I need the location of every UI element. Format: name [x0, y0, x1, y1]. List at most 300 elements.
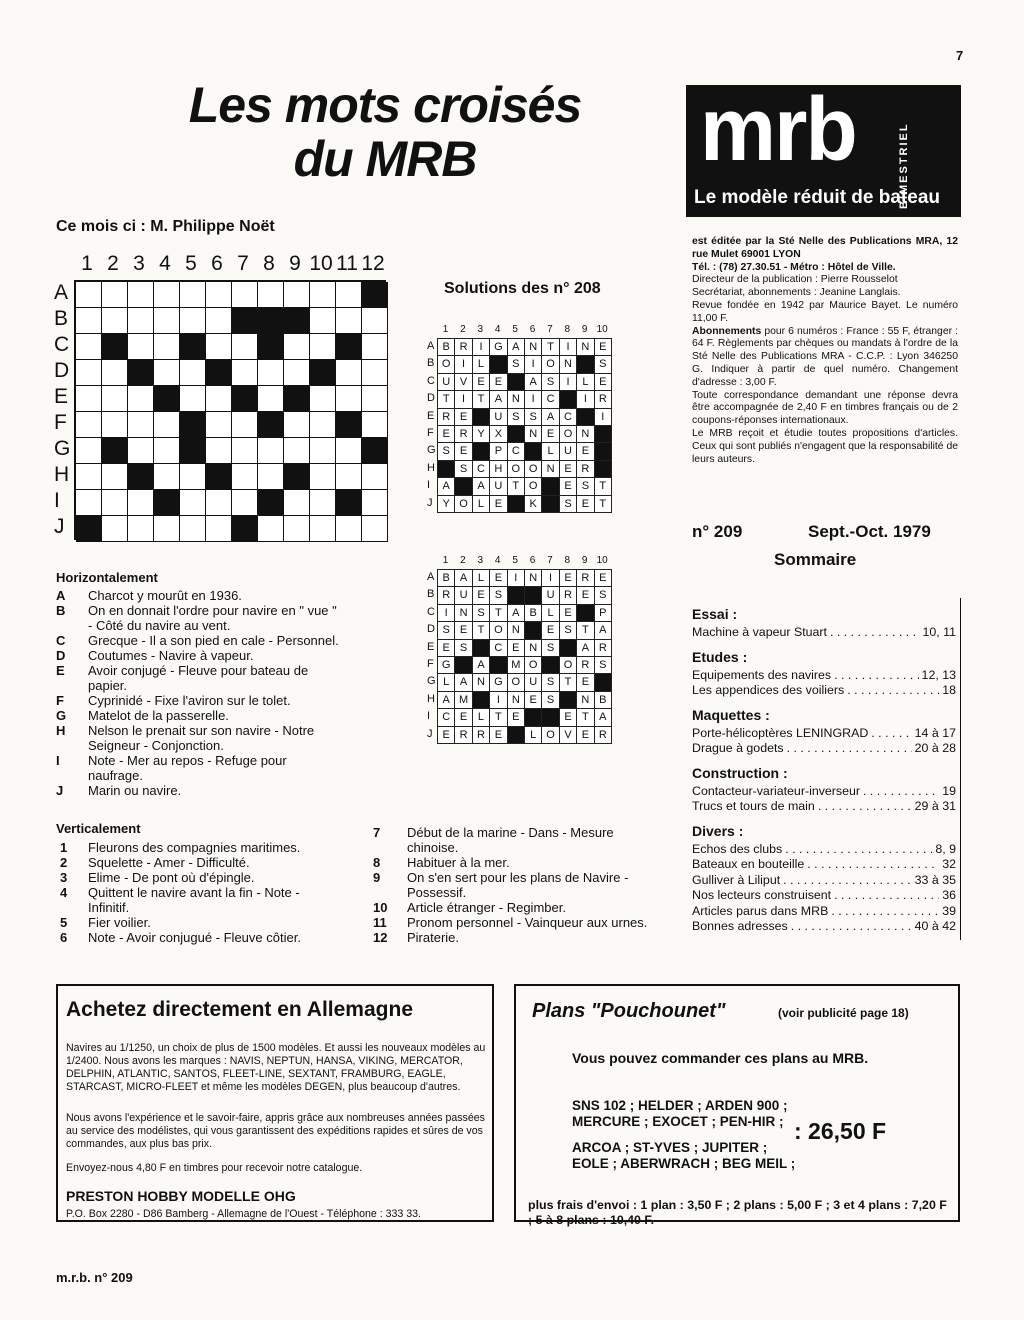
solution-cell: E [490, 374, 507, 391]
solution-row-letter: C [427, 374, 435, 387]
solution-cell: R [455, 727, 472, 744]
solution-cell: S [560, 496, 577, 513]
clue-key: J [56, 783, 64, 798]
clue-text: Matelot de la passerelle. [88, 708, 229, 723]
ad-germany-p1: Navires au 1/1250, un choix de plus de 1500 modèles. Et aussi les nouveaux modèles au 1/2400. Nous avons les marques : NAVIS, NEPTUN, HANSA, VIKING, MERCATOR, DELPHIN, ATLANTIC, SANTOS, FLEET-LINE, SEXTANT, FRAMBURG, EAGLE, STARCAST, MICRO-FLEET et même les modèles DEGEN, plus beaucoup d'autres. [66, 1042, 486, 1093]
crossword-grid [74, 280, 386, 540]
crossword-col-number: 8 [263, 252, 275, 275]
toc-item [692, 857, 960, 873]
toc-leader [871, 726, 911, 742]
toc-item-name: Nos lecteurs construisent [692, 888, 832, 902]
toc-item [692, 799, 960, 815]
crossword-cell [180, 386, 206, 412]
solution-cell: E [577, 727, 594, 744]
solution-cell: S [438, 622, 455, 639]
crossword-cell [102, 490, 128, 516]
solution-cell [560, 640, 577, 657]
solution-cell: T [490, 709, 507, 726]
crossword-cell [258, 308, 284, 334]
solution-cell [455, 657, 472, 674]
horizontal-clue [56, 648, 342, 663]
solution-cell: E [560, 605, 577, 622]
crossword-col-number: 2 [107, 252, 119, 275]
solution-cell: G [490, 339, 507, 356]
solution-row-letter: C [427, 605, 435, 618]
ad-plans-line-1: SNS 102 ; HELDER ; ARDEN 900 ; [572, 1098, 788, 1113]
solution-cell: G [438, 657, 455, 674]
solution-row-letter: E [427, 409, 435, 422]
clue-key: I [56, 753, 60, 768]
crossword-cell [336, 438, 362, 464]
solution-cell: T [490, 605, 507, 622]
horizontal-clue [56, 588, 342, 603]
crossword-cell [76, 490, 102, 516]
crossword-cell [232, 386, 258, 412]
crossword-cell [154, 386, 180, 412]
solution-cell: N [542, 461, 559, 478]
crossword-row-letter: I [54, 489, 60, 512]
solution-grid [437, 338, 612, 513]
crossword-cell [258, 282, 284, 308]
toc-item-pages: 12, 13 [921, 667, 956, 682]
solution-cell: T [577, 709, 594, 726]
solution-cell: E [560, 478, 577, 495]
solution-cell: S [595, 356, 612, 373]
crossword-cell [232, 282, 258, 308]
toc-leader [834, 888, 939, 904]
solution-cell: C [490, 640, 507, 657]
crossword-cell [154, 464, 180, 490]
solution-cell: S [542, 674, 559, 691]
solution-cell: L [525, 727, 542, 744]
publisher-line-8: Le MRB reçoit et étudie toutes propositions d'articles. Ceux qui sont publiés n'engagent que la responsabilité de leurs auteurs. [692, 427, 958, 465]
solution-cell: E [508, 709, 525, 726]
crossword-cell [258, 516, 284, 542]
toc-item [692, 784, 960, 800]
crossword-cell [258, 360, 284, 386]
solution-cell: I [525, 391, 542, 408]
solution-cell [595, 426, 612, 443]
crossword-cell [128, 308, 154, 334]
solution-cell [542, 496, 559, 513]
toc-item-name: Articles parus dans MRB [692, 903, 829, 918]
crossword-cell [206, 438, 232, 464]
solution-col-number: 9 [581, 555, 588, 566]
solution-col-number: 9 [581, 324, 588, 335]
toc-leader [791, 919, 912, 935]
solution-cell [542, 709, 559, 726]
crossword-cell [180, 308, 206, 334]
toc-leader [847, 683, 939, 699]
vertical-clue [60, 885, 344, 915]
solution-cell: X [490, 426, 507, 443]
crossword-cell [362, 360, 388, 386]
clue-key: G [56, 708, 67, 723]
solution-cell: A [473, 657, 490, 674]
crossword-col-number: 1 [81, 252, 93, 275]
crossword-cell [362, 412, 388, 438]
clue-key: 3 [60, 870, 68, 885]
solution-row-letter: A [427, 340, 435, 352]
crossword-col-number: 9 [289, 252, 301, 275]
crossword-cell [362, 334, 388, 360]
toc-item-pages: 33 à 35 [914, 872, 956, 887]
vertical-clue [60, 840, 344, 855]
solution-cell [473, 640, 490, 657]
clue-text: Grecque - Il a son pied en cale - Personnel. [88, 633, 339, 648]
solution-cell [525, 709, 542, 726]
solution-cell: E [542, 426, 559, 443]
ad-germany-p2: Nous avons l'expérience et le savoir-faire, appris grâce aux nombreuses années passées au service des modélistes, qui vous garantissent des expéditions rapides et sûres de vos commandes, aux plus bas prix. [66, 1112, 485, 1150]
crossword-row-letter: D [54, 359, 70, 382]
crossword-cell [284, 516, 310, 542]
toc-item-name: Contacteur-variateur-inverseur [692, 783, 861, 798]
solution-cell: I [508, 570, 525, 587]
crossword-cell [362, 282, 388, 308]
crossword-cell [180, 412, 206, 438]
clue-text: Marin ou navire. [88, 783, 182, 798]
solution-cell: T [438, 391, 455, 408]
solution-cell: N [508, 391, 525, 408]
masthead [686, 80, 961, 217]
crossword-cell [102, 464, 128, 490]
clue-text: Note - Avoir conjugué - Fleuve côtier. [88, 930, 301, 945]
crossword-cell [128, 412, 154, 438]
crossword-col-number: 7 [237, 252, 249, 275]
solution-cell: L [438, 674, 455, 691]
crossword-cell [336, 516, 362, 542]
solution-cell: I [595, 409, 612, 426]
solution-col-number: 10 [596, 555, 608, 566]
solution-col-number: 2 [460, 555, 466, 566]
title-line-1: Les mots croisés [188, 77, 582, 133]
ad-plans-line-2: MERCURE ; EXOCET ; PEN-HIR ; [572, 1114, 784, 1129]
vertical-clue [373, 825, 663, 855]
publisher-info [692, 236, 958, 466]
solution-cell: T [473, 391, 490, 408]
solution-cell [490, 657, 507, 674]
solution-cell: C [542, 391, 559, 408]
crossword-row-letter: F [54, 411, 67, 434]
crossword-cell [128, 334, 154, 360]
solution-cell: R [438, 409, 455, 426]
solution-cell: L [577, 374, 594, 391]
solution-cell: E [438, 640, 455, 657]
solution-cell: T [595, 478, 612, 495]
solution-cell [438, 461, 455, 478]
solution-cell: I [560, 374, 577, 391]
solution-col-number: 1 [442, 555, 449, 566]
solution-cell [595, 443, 612, 460]
crossword-cell [258, 464, 284, 490]
toc-item-pages: 29 à 31 [914, 799, 956, 813]
clue-key: 11 [373, 915, 387, 930]
solution-cell: L [473, 570, 490, 587]
crossword-cell [258, 438, 284, 464]
solution-cell: R [577, 461, 594, 478]
crossword-cell [336, 308, 362, 334]
solution-row-letter: E [427, 640, 435, 653]
toc-item [692, 888, 960, 904]
solution-cell: E [490, 496, 507, 513]
solution-cell: U [525, 674, 542, 691]
solution-cell [560, 391, 577, 408]
crossword-cell [310, 282, 336, 308]
solution-cell [577, 356, 594, 373]
toc-item-pages: 8, 9 [935, 841, 956, 856]
solution-cell: R [595, 727, 612, 744]
crossword-cell [76, 516, 102, 542]
crossword-cell [336, 360, 362, 386]
clue-text: Note - Mer au repos - Refuge pour naufrage. [88, 753, 287, 783]
horizontal-clue [56, 783, 342, 798]
solution-cell: S [525, 409, 542, 426]
crossword-cell [310, 412, 336, 438]
solution-cell [560, 692, 577, 709]
crossword-cell [102, 386, 128, 412]
table-of-contents [692, 598, 961, 940]
ad-plans-subtitle: Vous pouvez commander ces plans au MRB. [572, 1050, 869, 1066]
solution-cell: E [577, 587, 594, 604]
solution-cell: P [490, 443, 507, 460]
crossword-cell [310, 464, 336, 490]
toc-leader [834, 668, 918, 684]
crossword-cell [180, 360, 206, 386]
solution-cell: E [595, 570, 612, 587]
clue-key: 8 [373, 855, 381, 870]
solution-col-number: 5 [512, 324, 518, 335]
toc-section-heading: Etudes : [692, 648, 748, 665]
solution-cell: B [525, 605, 542, 622]
solution-cell: R [560, 587, 577, 604]
crossword-cell [336, 282, 362, 308]
solution-cell: S [542, 640, 559, 657]
solution-cell: S [508, 409, 525, 426]
ad-plans-line-4: EOLE ; ABERWRACH ; BEG MEIL ; [572, 1156, 796, 1171]
ad-plans-title: Plans "Pouchounet" [532, 1000, 726, 1022]
solution-cell: I [577, 391, 594, 408]
vertical-clue [373, 870, 663, 900]
toc-leader [863, 784, 939, 800]
toc-item [692, 873, 960, 889]
solution-row-letter: B [427, 588, 435, 601]
crossword-cell [206, 360, 232, 386]
solution-cell: A [490, 391, 507, 408]
publisher-line-5: Revue fondée en 1942 par Maurice Bayet. Le numéro 11,00 F. [692, 299, 958, 324]
crossword-cell [284, 282, 310, 308]
toc-item [692, 726, 960, 742]
solution-cell: A [455, 674, 472, 691]
crossword-col-number: 5 [185, 252, 197, 275]
ad-germany-company: PRESTON HOBBY MODELLE OHG [66, 1188, 296, 1204]
toc-item-pages: 20 à 28 [914, 741, 956, 755]
solution-cell: E [455, 409, 472, 426]
page-title [150, 78, 620, 186]
toc-item-pages: 14 à 17 [914, 725, 956, 740]
solution-cell: N [560, 356, 577, 373]
solution-col-number: 5 [512, 555, 518, 566]
crossword-cell [232, 412, 258, 438]
solution-cell: E [560, 709, 577, 726]
clue-key: B [56, 603, 66, 618]
solution-cell: U [542, 587, 559, 604]
crossword-cell [336, 334, 362, 360]
vertical-clue [373, 915, 663, 930]
solution-cell [473, 443, 490, 460]
solution-row-letter: B [427, 357, 435, 370]
vertical-heading: Verticalement [56, 821, 141, 836]
crossword-row-letter: G [54, 437, 71, 460]
solution-cell: I [455, 356, 472, 373]
solution-cell [577, 409, 594, 426]
ad-germany-p3: Envoyez-nous 4,80 F en timbres pour recevoir notre catalogue. [66, 1162, 363, 1174]
clue-key: 7 [373, 825, 381, 840]
toc-item [692, 919, 960, 935]
solution-cell: L [473, 496, 490, 513]
solution-cell: U [455, 587, 472, 604]
ad-plans [514, 984, 960, 1227]
solution-row-letter: A [427, 571, 435, 583]
horizontal-heading: Horizontalement [56, 570, 158, 585]
horizontal-clue [56, 633, 342, 648]
crossword-cell [206, 490, 232, 516]
solution-cell [508, 374, 525, 391]
crossword-cell [310, 360, 336, 386]
crossword-cell [76, 386, 102, 412]
solution-cell: N [508, 692, 525, 709]
crossword-cell [206, 386, 232, 412]
clue-text: Habituer à la mer. [407, 855, 510, 870]
toc-item-pages: 19 [942, 783, 956, 798]
solution-cell: S [438, 443, 455, 460]
sommaire-heading: Sommaire [774, 550, 857, 569]
solution-cell: R [595, 640, 612, 657]
solution-col-number: 3 [477, 555, 484, 566]
solution-cell [525, 622, 542, 639]
toc-item-pages: 10, 11 [922, 625, 956, 639]
crossword-cell [102, 412, 128, 438]
solution-row-letter: F [427, 427, 434, 439]
crossword-cell [76, 334, 102, 360]
solution-cell: N [508, 622, 525, 639]
crossword-col-number: 3 [133, 252, 145, 275]
mrb-logo: mrb [700, 80, 856, 180]
crossword-cell [128, 516, 154, 542]
crossword-cell [336, 490, 362, 516]
crossword-cell [258, 386, 284, 412]
solution-cell: U [490, 478, 507, 495]
solution-cell: G [490, 674, 507, 691]
crossword-cell [362, 386, 388, 412]
horizontal-clue [56, 723, 342, 753]
solution-cell: C [508, 443, 525, 460]
solution-cell: R [455, 339, 472, 356]
solution-cell: C [473, 461, 490, 478]
crossword-cell [362, 464, 388, 490]
solution-cell: R [577, 657, 594, 674]
crossword-cell [232, 490, 258, 516]
crossword-cell [76, 412, 102, 438]
solution-cell: E [595, 339, 612, 356]
solution-cell [525, 443, 542, 460]
clue-key: E [56, 663, 65, 678]
vertical-clue [60, 870, 344, 885]
ad-plans-footer: plus frais d'envoi : 1 plan : 3,50 F ; 2 plans : 5,00 F ; 3 et 4 plans : 7,20 F ; 5 à 8 plans : 10,40 F. [528, 1198, 947, 1227]
masthead-subtitle: Le modèle réduit de bateau [694, 187, 940, 208]
crossword-cell [232, 308, 258, 334]
solution-cell: A [473, 478, 490, 495]
clue-text: Charcot y mourût en 1936. [88, 588, 242, 603]
solution-cell: E [473, 587, 490, 604]
solution-cell: E [577, 674, 594, 691]
solution-cell: S [560, 622, 577, 639]
solution-cell: A [455, 570, 472, 587]
solution-cell: O [542, 356, 559, 373]
publisher-line-3: Directeur de la publication : Pierre Rousselot [692, 274, 898, 286]
toc-item-name: Machine à vapeur Stuart [692, 625, 827, 639]
solution-cell: L [542, 605, 559, 622]
crossword-row-letter: E [54, 385, 69, 408]
solution-cell: N [473, 674, 490, 691]
crossword-row-letter: B [54, 307, 69, 330]
toc-leader [787, 741, 912, 757]
crossword-cell [102, 282, 128, 308]
clue-text: On en donnait l'ordre pour navire en " vue " - Côté du navire au vent. [88, 603, 337, 633]
solutions-title: Solutions des n° 208 [444, 280, 601, 297]
publisher-line-2: Tél. : (78) 27.30.51 - Métro : Hôtel de Ville. [692, 261, 896, 273]
clue-text: Article étranger - Regimber. [407, 900, 566, 915]
crossword-cell [128, 386, 154, 412]
horizontal-clue [56, 693, 342, 708]
solution-cell: E [560, 570, 577, 587]
solution-cell: R [438, 587, 455, 604]
solution-row-letter: H [427, 692, 435, 705]
vertical-clue [373, 900, 663, 915]
crossword-cell [258, 412, 284, 438]
page-number: 7 [956, 48, 964, 63]
solution-cell: C [560, 409, 577, 426]
solution-row-letter: D [427, 392, 435, 405]
author-line: Ce mois ci : M. Philippe Noët [56, 218, 275, 235]
crossword-cell [310, 490, 336, 516]
solution-cell: C [438, 709, 455, 726]
crossword-cell [336, 386, 362, 412]
crossword-cell [284, 308, 310, 334]
clue-text: Fier voilier. [88, 915, 151, 930]
crossword-cell [258, 334, 284, 360]
solution-cell: E [455, 709, 472, 726]
solution-cell: S [577, 478, 594, 495]
toc-item-pages: 32 [942, 857, 956, 871]
ad-germany-address: P.O. Box 2280 - D86 Bamberg - Allemagne de l'Ouest - Téléphone : 333 33. [66, 1208, 421, 1220]
clue-text: Coutumes - Navire à vapeur. [88, 648, 254, 663]
solution-cell: S [508, 356, 525, 373]
solution-row-letter: J [427, 727, 433, 740]
toc-leader [830, 625, 919, 641]
toc-item [692, 842, 960, 858]
crossword-cell [154, 438, 180, 464]
issue-date: Sept.-Oct. 1979 [808, 522, 931, 541]
clue-text: Début de la marine - Dans - Mesure chinoise. [407, 825, 614, 855]
solution-cell: R [455, 426, 472, 443]
clue-text: Nelson le prenait sur son navire - Notre Seigneur - Conjonction. [88, 723, 315, 753]
solution-cell: N [455, 605, 472, 622]
crossword-cell [76, 282, 102, 308]
solution-cell: I [455, 391, 472, 408]
solution-cell: O [455, 496, 472, 513]
solution-cell: M [508, 657, 525, 674]
toc-item-name: Les appendices des voiliers [692, 683, 845, 697]
